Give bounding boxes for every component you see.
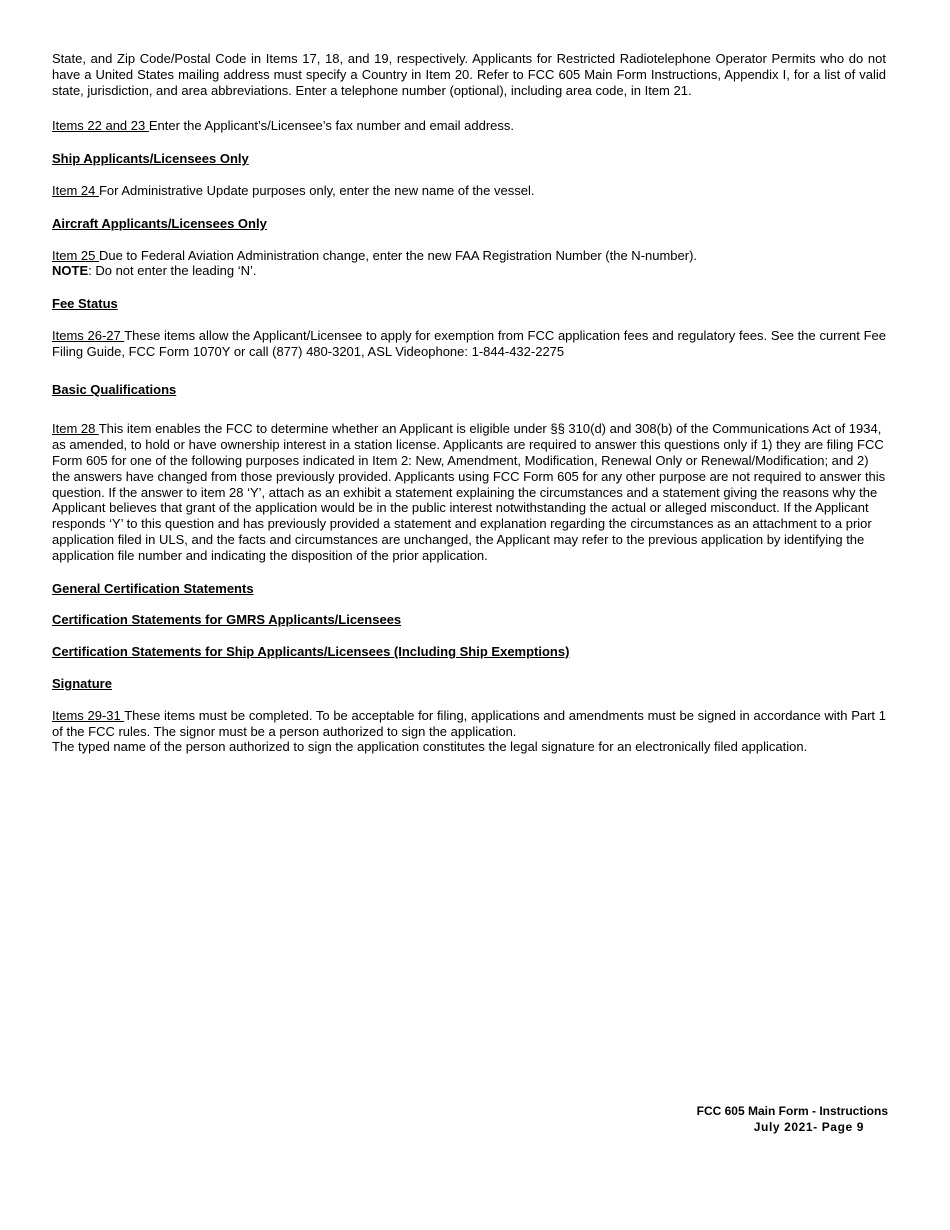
- item-28-text: This item enables the FCC to determine whether an Applicant is eligible under §§ 310(d) and 308(b) of the Communications Act of 1934, as amended, to hold or have ownership interest in a station license. Applicants are required to answer this questions only if 1) they are filing FCC Form 605 for one of the following purposes indicated in Item 2: New, Amendment, Modification, Renewal Only or Renewal/Modification; and 2) the answers have changed from those previously provided. Applicants using FCC Form 605 for any other purpose are not required to answer this question. If the answer to item 28 ‘Y’, attach as an exhibit a statement explaining the circumstances and a statement giving the reasons why the Applicant believes that grant of the application would be in the public interest notwithstanding the actual or alleged misconduct. If the Applicant responds ‘Y’ to this question and has previously provided a statement and explanation regarding the circumstances as an attachment to a prior application filed in ULS, and the facts and circumstances are unchanged, the Applicant may refer to the previous application by identifying the application file number and indicating the disposition of the prior application.: [52, 421, 886, 563]
- items-29-31-paragraph: [52, 708, 886, 740]
- item-28-label: Item 28: [52, 421, 99, 437]
- items-22-23-paragraph: [52, 118, 886, 134]
- general-certification-heading: General Certification Statements: [52, 580, 254, 596]
- item-25-label: Item 25: [52, 247, 99, 263]
- ship-certification-heading: Certification Statements for Ship Applicants/Licensees (Including Ship Exemptions): [52, 644, 570, 660]
- note-label: NOTE: [52, 263, 89, 279]
- items-22-23-text: Enter the Applicant’s/Licensee’s fax number and email address.: [148, 118, 515, 134]
- items-29-31-text: These items must be completed. To be acceptable for filing, applications and amendments must be signed in accordance with Part 1 of the FCC rules. The signor must be a person authorized to sign the application.: [52, 707, 886, 739]
- intro-paragraph: State, and Zip Code/Postal Code in Items 17, 18, and 19, respectively. Applicants for Restricted Radiotelephone Operator Permits who do not have a United States mailing address must specify a Country in Item 20. Refer to FCC 605 Main Form Instructions, Appendix I, for a list of valid state, jurisdiction, and area abbreviations. Enter a telephone number (optional), including area code, in Item 21.: [52, 51, 886, 98]
- item-28-paragraph: [52, 421, 886, 563]
- items-26-27-label: Items 26-27: [52, 327, 125, 343]
- note-text: : Do not enter the leading ‘N’.: [88, 263, 257, 279]
- ship-only-heading: Ship Applicants/Licensees Only: [52, 151, 249, 167]
- signature-legal-text: The typed name of the person authorized to sign the application constitutes the legal signature for an electronically filed application.: [52, 739, 808, 755]
- item-24-text: For Administrative Update purposes only, enter the new name of the vessel.: [98, 182, 535, 198]
- items-22-23-label: Items 22 and 23: [52, 118, 149, 134]
- items-26-27-text: These items allow the Applicant/Licensee to apply for exemption from FCC application fees and regulatory fees. See the current Fee Filing Guide, FCC Form 1070Y or call (877) 480-3201, ASL Videophone: 1-844-432-2275: [52, 327, 886, 359]
- item-25-note: [52, 263, 886, 279]
- instructions-body: [52, 51, 886, 755]
- signature-heading: Signature: [52, 675, 112, 691]
- fee-status-heading: Fee Status: [52, 296, 118, 312]
- aircraft-only-heading: Aircraft Applicants/Licensees Only: [52, 215, 267, 231]
- page-footer: [640, 1104, 888, 1135]
- basic-qualifications-heading: Basic Qualifications: [52, 381, 177, 397]
- footer-form-title: FCC 605 Main Form - Instructions: [696, 1104, 888, 1118]
- item-25-text: Due to Federal Aviation Administration change, enter the new FAA Registration Number (the N-number).: [98, 247, 698, 263]
- item-24-paragraph: [52, 183, 886, 199]
- footer-page-number: July 2021- Page 9: [753, 1119, 864, 1134]
- items-26-27-paragraph: [52, 328, 886, 360]
- gmrs-certification-heading: Certification Statements for GMRS Applicants/Licensees: [52, 612, 402, 628]
- items-29-31-label: Items 29-31: [52, 707, 125, 723]
- item-25-paragraph: [52, 248, 886, 264]
- item-24-label: Item 24: [52, 182, 99, 198]
